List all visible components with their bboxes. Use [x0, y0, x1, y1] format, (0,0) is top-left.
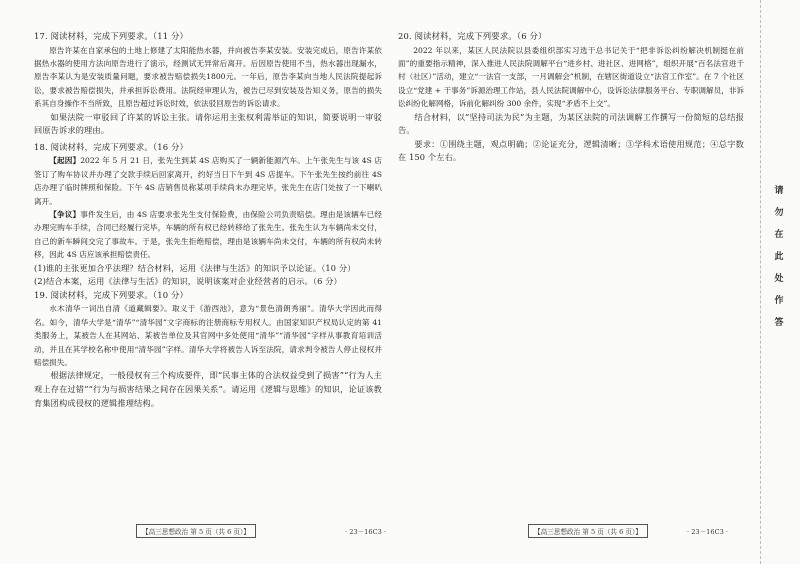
q18-cause-tag: 【起因】 [49, 156, 81, 166]
q20-requirements: 要求：①围绕主题，观点明确；②论证充分，逻辑清晰；③学科术语使用规范；④总字数在 150 个左右。 [398, 138, 744, 163]
q18-dispute-text: 事件发生后，由 4S 店要求张先生支付保险费，由保险公司负责赔偿。理由是该辆车已经办理完购车手续，合同已经履行完毕，车辆的所有权已经转移给了张先生。张先生认为车辆尚未交付，自己的新车瞬间交完了事故车。于是，张先生拒绝赔偿，理由是该辆车尚未交付，车辆的所有权尚未转移，因此 4S 店应该承担赔偿责任。 [34, 210, 383, 260]
footer-right [528, 524, 728, 538]
q18-subquestion-2: (2)结合本案，运用《法律与生活》的知识，说明该案对企业经营者的启示。（6 分） [34, 276, 342, 287]
q18-dispute [34, 208, 382, 262]
binding-warning: 请勿在此处作答 [774, 186, 784, 328]
q17-heading: 17. 阅读材料，完成下列要求。（11 分） [34, 31, 189, 41]
q17-material: 原告许某在自家承包的土地上修建了太阳能热水器，并向被告李某安装。安装完成后，原告许某依据热水器的使用方法向原告进行了演示，经测试无异常后离开。后因原告使用不当，热水器出现漏水，原告李某认为是安装质量问题，要求被告赔偿损失1800元。一年后，原告李某向当地人民法院提起诉讼，要求被告赔偿损失，并承担诉讼费用。法院经审理认为，被告已尽到安装及告知义务，原告的损失系其自身操作不当所致，且原告超过诉讼时效，依法驳回原告的诉讼请求。 [34, 45, 382, 109]
footer-left-label: 【高三思想政治 第 5 页（共 6 页）】 [136, 524, 256, 538]
footer-right-label: 【高三思想政治 第 5 页（共 6 页）】 [528, 524, 648, 538]
q19-material: 水木清华一词出自清《道藏辑要》。取义于《游西池》，意为“景色清朗秀丽”。清华大学因此而得名。如今，清华大学是“清华”“清华园”文字商标的注册商标专用权人。由国家知识产权局认定的第 41 类服务上，某被告人在其网站、某被告单位及其官网中多处使用“清华”“清华园”字样从事教育培训活动，并且在其学校名称中使用“清华园”字样。清华大学将被告人诉至法院，请求判令被告人停止侵权并赔偿损失。 [34, 304, 382, 368]
q18-cause-text: 2022 年 5 月 21 日，张先生到某 4S 店购买了一辆新能源汽车。上午张先生与该 4S 店签订了购车协议并办理了交款手续后回家离开，约好当日下午到 4S 店提车。下午张先生按约前往 4S 店办理了临时牌照和保险。下午 4S 店销售员称某项手续尚未办理完毕，张先生在店门处按了一下喇叭离开。 [34, 156, 383, 206]
q19-heading: 19. 阅读材料，完成下列要求。（10 分） [34, 289, 189, 300]
q18-dispute-tag: 【争议】 [49, 210, 81, 220]
q20-task: 结合材料，以“坚持司法为民”为主题，为某区法院的司法调解工作撰写一份简短的总结报告。 [398, 111, 744, 136]
q18-cause [34, 154, 382, 208]
footer-left [136, 524, 386, 538]
right-column [398, 30, 744, 165]
q20-heading: 20. 阅读材料，完成下列要求。（6 分） [398, 31, 547, 41]
q17-question: 如果法院一审驳回了许某的诉讼主张。请你运用主张权利需举证的知识，简要说明一审驳回原告诉求的理由。 [34, 111, 382, 136]
q18-subquestion-1: (1)谁的主张更加合乎法理？结合材料，运用《法律与生活》的知识予以论证。（10 分） [34, 262, 356, 273]
footer-left-code: · 23－16C3 · [345, 528, 386, 536]
footer-right-code: · 23－16C3 · [687, 528, 728, 536]
q19-question: 根据法律规定，一般侵权有三个构成要件，即“民事主体的合法权益受到了损害”“行为人主观上存在过错”“行为与损害结果之间存在因果关系”。请运用《逻辑与思维》的知识，论证该教育集团构成侵权的逻辑推理结构。 [34, 370, 382, 408]
q20-material: 2022 年以来，某区人民法院以县委组织部实习选干总书记关于“把非诉讼纠纷解决机制挺在前面”的重要指示精神，深入推进人民法院调解平台“进乡村、进社区、进网格”，组织开展“百名法官进千村（社区）”活动，建立“一法官一支部，一月调解会”机制，在辖区街道设立“法官工作室”。在 7 个社区设立“党建 + 干事务”诉源治理工作站，县人民法院调解中心，设诉讼法律服务平台、专职调解员，非诉讼纠纷化解网格，诉前化解纠纷 300 余件，实现“矛盾不上交”。 [398, 45, 744, 109]
left-column [34, 30, 382, 410]
q18-heading: 18. 阅读材料，完成下列要求。（16 分） [34, 141, 189, 152]
